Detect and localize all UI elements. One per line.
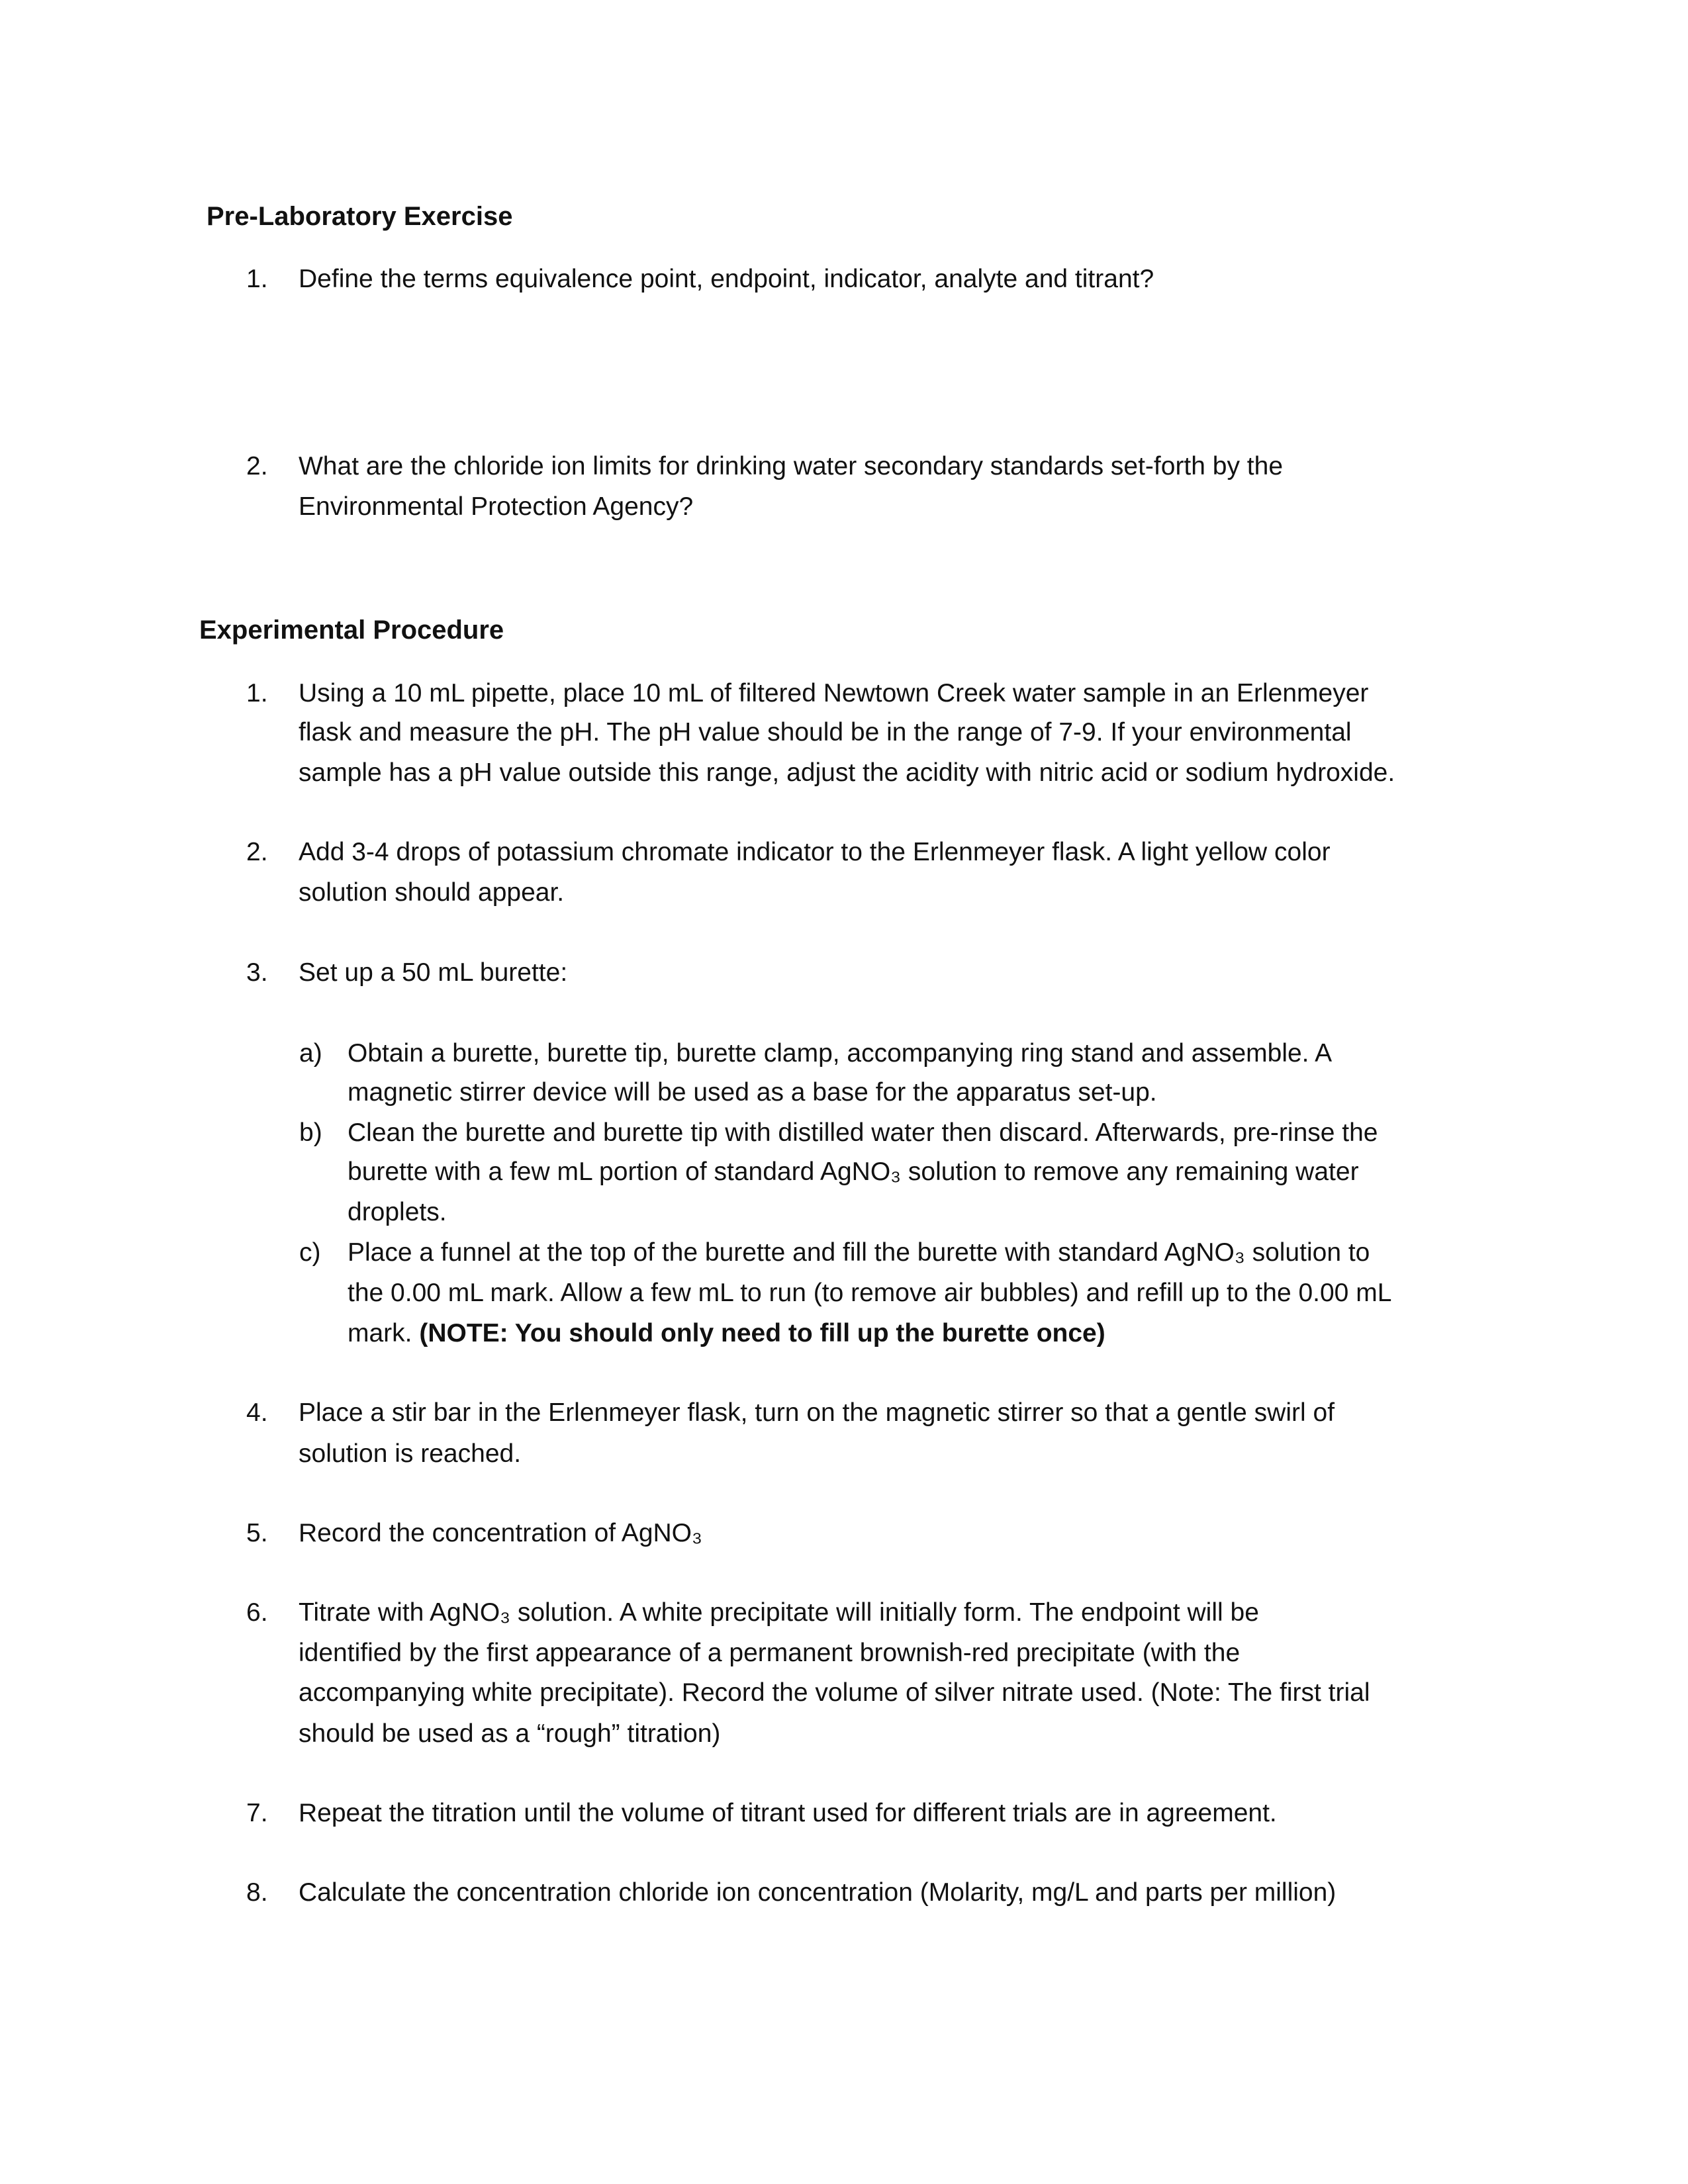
item-number: 2.: [246, 838, 268, 866]
subitem-letter: b): [299, 1118, 322, 1147]
step-text: solution is reached.: [299, 1439, 522, 1468]
step-text: Using a 10 mL pipette, place 10 mL of filtered Newtown Creek water sample in an Erlenmeyer: [299, 679, 1369, 707]
burette-note: (NOTE: You should only need to fill up the burette once): [419, 1319, 1105, 1347]
subitem-text: magnetic stirrer device will be used as a base for the apparatus set-up.: [348, 1078, 1157, 1107]
subitem-text: Clean the burette and burette tip with distilled water then discard. Afterwards, pre-rinse the: [348, 1118, 1378, 1147]
step-text: should be used as a “rough” titration): [299, 1719, 721, 1748]
item-number: 4.: [246, 1398, 268, 1427]
item-number: 6.: [246, 1598, 268, 1627]
subitem-text: the 0.00 mL mark. Allow a few mL to run (to remove air bubbles) and refill up to the 0.00 mL: [348, 1279, 1392, 1307]
procedure-heading: Experimental Procedure: [199, 615, 504, 645]
question-text: Environmental Protection Agency?: [299, 492, 694, 521]
item-number: 3.: [246, 958, 268, 987]
question-text: Define the terms equivalence point, endpoint, indicator, analyte and titrant?: [299, 265, 1154, 293]
prelab-heading: Pre-Laboratory Exercise: [207, 202, 513, 231]
step-text: Titrate with AgNO₃ solution. A white precipitate will initially form. The endpoint will be: [299, 1598, 1259, 1627]
subitem-text: Place a funnel at the top of the burette and fill the burette with standard AgNO₃ solution to: [348, 1238, 1370, 1267]
step-text: solution should appear.: [299, 878, 565, 907]
subitem-text: burette with a few mL portion of standard AgNO₃ solution to remove any remaining water: [348, 1158, 1359, 1186]
step-text: Set up a 50 mL burette:: [299, 958, 568, 987]
step-text: Place a stir bar in the Erlenmeyer flask, turn on the magnetic stirrer so that a gentle swirl of: [299, 1398, 1335, 1427]
subitem-text: droplets.: [348, 1198, 447, 1226]
step-text: sample has a pH value outside this range, adjust the acidity with nitric acid or sodium hydroxide.: [299, 758, 1395, 787]
question-text: What are the chloride ion limits for drinking water secondary standards set-forth by the: [299, 452, 1284, 480]
item-number: 1.: [246, 265, 268, 293]
item-number: 2.: [246, 452, 268, 480]
subitem-letter: c): [299, 1238, 321, 1267]
step-text: Repeat the titration until the volume of titrant used for different trials are in agreement.: [299, 1799, 1277, 1827]
step-text: identified by the first appearance of a permanent brownish-red precipitate (with the: [299, 1639, 1241, 1667]
step-text: Add 3-4 drops of potassium chromate indicator to the Erlenmeyer flask. A light yellow color: [299, 838, 1331, 866]
item-number: 7.: [246, 1799, 268, 1827]
step-text: accompanying white precipitate). Record the volume of silver nitrate used. (Note: The first trial: [299, 1678, 1370, 1707]
step-text: flask and measure the pH. The pH value should be in the range of 7-9. If your environmental: [299, 718, 1352, 747]
subitem-text-start: mark.: [348, 1319, 420, 1347]
item-number: 8.: [246, 1878, 268, 1907]
step-text: Calculate the concentration chloride ion concentration (Molarity, mg/L and parts per million): [299, 1878, 1336, 1907]
subitem-text: Obtain a burette, burette tip, burette clamp, accompanying ring stand and assemble. A: [348, 1039, 1333, 1068]
item-number: 1.: [246, 679, 268, 707]
subitem-letter: a): [299, 1039, 322, 1068]
item-number: 5.: [246, 1519, 268, 1547]
subitem-text: [348, 1313, 1105, 1353]
step-text: Record the concentration of AgNO₃: [299, 1519, 702, 1547]
